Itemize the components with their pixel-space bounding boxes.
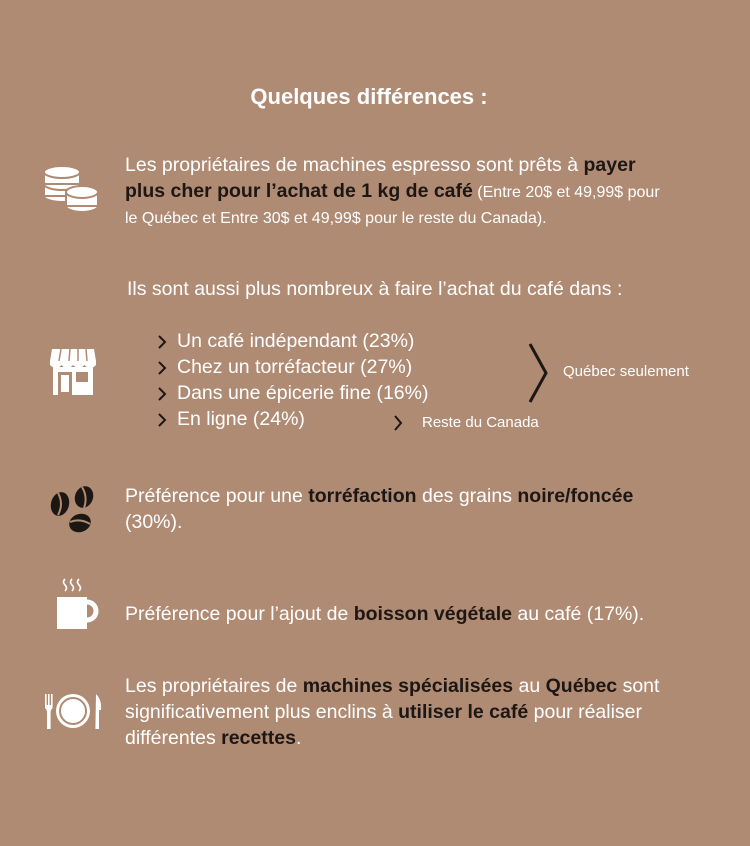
store-icon xyxy=(50,347,96,400)
coffee-beans-icon xyxy=(48,484,96,541)
emphasis: payer xyxy=(583,154,636,176)
text: Les propriétaires de machines espresso sont prêts à xyxy=(125,154,584,176)
list-item: Dans une épicerie fine (16%) xyxy=(157,380,428,406)
plate-cutlery-icon xyxy=(42,692,104,735)
block-torrefaction: Préférence pour une torréfaction des grains noire/foncée (30%). xyxy=(125,485,634,533)
hot-cup-icon xyxy=(54,577,100,636)
list-item: Un café indépendant (23%) xyxy=(157,328,414,354)
list-item: En ligne (24%) xyxy=(157,406,305,432)
emphasis: plus cher pour l’achat de 1 kg de café xyxy=(125,180,473,202)
block-payer-plus-cher xyxy=(125,152,725,232)
page-title: Quelques différences : xyxy=(250,84,488,109)
text: le Québec et Entre 30$ et 49,99$ pour le reste du Canada). xyxy=(125,210,547,227)
block-boisson-vegetale: Préférence pour l’ajout de boisson végétale au café (17%). xyxy=(125,603,645,625)
coins-icon xyxy=(42,162,100,219)
canada-note: Reste du Canada xyxy=(422,414,539,431)
chevron-icon xyxy=(393,415,403,436)
block-intro-achat: Ils sont aussi plus nombreux à faire l’achat du café dans : xyxy=(127,278,623,300)
text: (Entre 20$ et 49,99$ pour xyxy=(472,184,660,201)
quebec-note: Québec seulement xyxy=(563,363,689,380)
list-item: Chez un torréfacteur (27%) xyxy=(157,354,412,380)
big-chevron-icon xyxy=(526,342,550,409)
block-machines-specialisees: Les propriétaires de machines spécialisées au Québec sont significativement plus enclins à utiliser le café pour réaliser différentes recettes. xyxy=(125,675,660,749)
